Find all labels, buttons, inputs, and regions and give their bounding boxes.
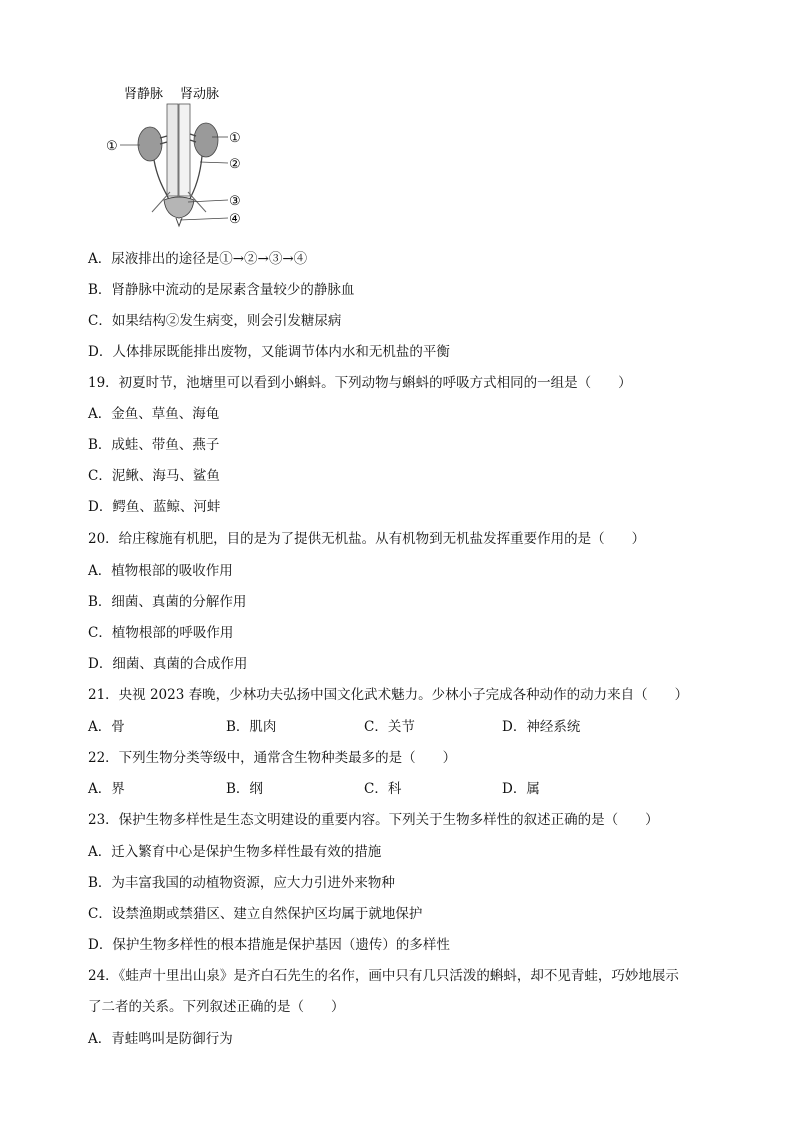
q24-stem-line1: 24．《蛙声十里出山泉》是齐白石先生的名作，画中只有几只活泼的蝌蚪，却不见青蛙，巧妙地展示 [88,968,679,984]
q19-option-c: C．泥鳅、海马、鲨鱼 [88,468,220,484]
q20-option-d: D．细菌、真菌的合成作用 [88,656,248,672]
aorta [179,104,190,196]
q18-option-b: B．肾静脉中流动的是尿素含量较少的静脉血 [88,282,355,298]
q23-option-b: B．为丰富我国的动植物资源，应大力引进外来物种 [88,875,395,891]
q24-option-a: A．青蛙鸣叫是防御行为 [88,1031,233,1047]
q23-stem: 23．保护生物多样性是生态文明建设的重要内容。下列关于生物多样性的叙述正确的是（ ） [88,812,659,828]
q22-option-c: C．科 [364,781,402,797]
right-kidney [194,123,218,157]
q21-option-c: C．关节 [364,719,415,735]
marker-3: ③ [229,194,241,209]
q24-stem-line2: 了二者的关系。下列叙述正确的是（ ） [88,999,345,1015]
q19-option-b: B．成蛙、带鱼、燕子 [88,437,220,453]
q20-option-b: B．细菌、真菌的分解作用 [88,594,247,610]
q21-stem: 21．央视 2023 春晚，少林功夫弘扬中国文化武术魅力。少林小子完成各种动作的动力来自（ ） [88,687,689,703]
q23-option-d: D．保护生物多样性的根本措施是保护基因（遗传）的多样性 [88,937,450,953]
q18-option-c: C．如果结构②发生病变，则会引发糖尿病 [88,313,342,329]
q22-option-d: D．属 [502,781,540,797]
label-renal-vein: 肾静脉 [124,87,164,102]
label-renal-artery: 肾动脉 [180,87,220,102]
q22-option-a: A．界 [88,781,125,797]
marker-1-right: ① [229,131,241,146]
q18-option-d: D．人体排尿既能排出废物，又能调节体内水和无机盐的平衡 [88,344,450,360]
urinary-system-diagram [100,82,260,232]
q21-option-b: B．肌肉 [226,719,277,735]
q18-option-a: A．尿液排出的途径是①→②→③→④ [88,251,308,267]
marker-2: ② [229,157,241,172]
q22-stem: 22．下列生物分类等级中，通常含生物种类最多的是（ ） [88,750,457,766]
q23-option-c: C．设禁渔期或禁猎区、建立自然保护区均属于就地保护 [88,906,423,922]
q23-option-a: A．迁入繁育中心是保护生物多样性最有效的措施 [88,844,382,860]
urethra [176,218,182,226]
q20-option-c: C．植物根部的呼吸作用 [88,625,234,641]
q19-option-d: D．鳄鱼、蓝鲸、河蚌 [88,499,221,515]
q20-option-a: A．植物根部的吸收作用 [88,563,233,579]
left-kidney [138,127,162,161]
marker-1-left: ① [106,139,118,154]
q19-stem: 19．初夏时节，池塘里可以看到小蝌蚪。下列动物与蝌蚪的呼吸方式相同的一组是（ ） [88,375,632,391]
q22-option-b: B．纲 [226,781,263,797]
q20-stem: 20．给庄稼施有机肥，目的是为了提供无机盐。从有机物到无机盐发挥重要作用的是（ ） [88,531,646,547]
marker-4: ④ [229,212,241,227]
q21-option-a: A．骨 [88,719,125,735]
vena-cava [167,104,178,196]
q21-option-d: D．神经系统 [502,719,581,735]
bladder [164,197,194,218]
q19-option-a: A．金鱼、草鱼、海龟 [88,406,220,422]
